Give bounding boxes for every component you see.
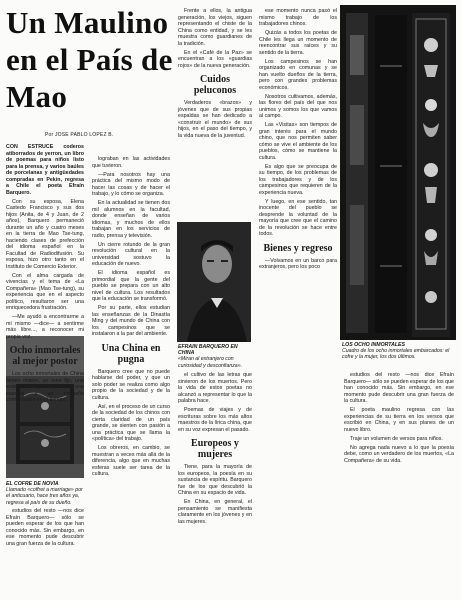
col4-paragraph: Es algo que se preocupa de su tiempo, de los problemas de los trabajadores y de los campesinos que requieren de la experiencia nueva. <box>259 163 337 196</box>
col3-paragraph: En el «Café de la Paz» se encuentran a los «guardias rojos» de la nueva generación. <box>178 49 252 69</box>
column-5 <box>344 372 454 598</box>
col2-paragraph: —Para nosotros hay una práctica del mismo modo de hacer las cosas y de hacer el trabajo, y lo cómo se organiza. <box>92 171 170 197</box>
col4-paragraph: —Volvamos en un barco para extranjeros, pero los poco <box>259 257 337 270</box>
col1-paragraph: Con su esposa, Elena Castedo Francisco y sus dos hijos (Anita, de 4 y Juan, de 2 años), Barquero permaneció durante un año y cuatro meses en la tierra de Mao Tse-tung, haciendo clases de prefección del idioma español en la Facultad de Radiodifusión. Su esposa, hizo otro tanto en el Instituto de Comercio Exterior. <box>6 198 84 270</box>
col4-paragraph: ese momento nunca pasó el mismo trabajo de los trabajadores chinos. <box>259 8 337 27</box>
byline: Por JOSE PABLO LOPEZ B. <box>45 132 114 138</box>
subheading-una-china: Una China en pugna <box>101 342 161 365</box>
col5-paragraph: El poeta maulino regresa con las experiencias de su tierra en los versos que escribió en China, y en sus planes de un nuevo libro. <box>344 407 454 433</box>
efrain-barquero-photo <box>177 222 251 342</box>
col2-paragraph: Barquero cree que no puede hablarse del poder, y que un solo poder se realiza como algo propio de la sociedad y de la cultura. <box>92 368 170 401</box>
eight-immortals-image <box>340 5 456 340</box>
caption-left-title: EL COFRE DE NOVIA <box>6 481 59 487</box>
col2-paragraph: Los obreros, en cambio, se muestran a veces más allá de la diferencia, algo que en muchas esferas suele ser tarea de la cultura. <box>92 445 170 477</box>
lead-text: CON ESTRUCE coderos atiborrados de yerron, un libro de poemas para niños listo para la prensa, y varios baúles de porcelanas y antigüedades compradas en Pekín, regresa a Chile el poeta Efraín Barquero. <box>6 144 84 196</box>
col1b-paragraph: estudios del resto —nos dice Efraín Barquero— sólo se pueden esperar de los que han conocido más. Sin embargo, en ese momento pude descubrir una gran fuerza de la cultura. <box>6 508 84 547</box>
caption-center-title: EFRAIN BARQUERO EN CHINA <box>178 344 238 357</box>
subheading-bienes-regreso: Bienes y regreso <box>263 242 333 254</box>
col5-paragraph: estudios del resto —nos dice Efraín Barquero— sólo se pueden esperar de los que han conocido más. Sin embargo, en ese momento pude descubrir una gran fuerza de la cultura. <box>344 372 454 404</box>
caption-right-title: LOS OCHO INMORTALES <box>342 342 405 348</box>
column-3-bottom <box>178 372 252 598</box>
portrait-image <box>177 222 251 342</box>
col1-paragraph: Los ocho inmortales de China tienen misión, un tono fijo, una existencia que invoca una esencia y un ensueño contrariados en el tiempo. <box>6 371 84 403</box>
subheading-ocho-inmortales: Ocho inmortales al mejor postor <box>9 345 81 367</box>
subheading-europeos: Europeos y mujeres <box>191 438 239 460</box>
column-3 <box>178 8 252 218</box>
caption-right-body: Cuadro de los ocho inmortales embarcados: el cofre y la mujer, los dos últimos. <box>342 348 450 361</box>
col5-paragraph: No agrega nada nuevo a lo que la poesía debe, como un verdadero de los muertos, «La Compañera» de su vida. <box>344 444 454 464</box>
col4-paragraph: Y luego, en ese sentido, tan inocente del pueblo se desprende la voluntad de la mayoría que cree que el camino de la revolución se hace entre todos. <box>259 198 337 237</box>
photo-caption-center <box>178 344 252 369</box>
caption-left-body: Llamado «coffret a marriage» por el anticuario, hace tres años ya, regresa al país de su dueño. <box>6 487 83 506</box>
col3b-paragraph: En China, en general, el pensamiento se manifiesta claramente en los jóvenes y en las mujeres. <box>178 499 252 525</box>
col2-paragraph: En la actualidad se tienen dos mil alumnos en la facultad, donde enseñan de varios idiomas, y muchos de ellos trabajan en los servicios de radio, prensa y televisión. <box>92 200 170 239</box>
col3-paragraph: Frente a ellos, la antigua generación, los viejos, siguen representando el chiste de la China como entidad, y se les muestra como guardianes de la tradición. <box>178 8 252 47</box>
col1-paragraph: —Me ayudó a encontrarme a mí mismo —dice— a sentirme más libre..., a reconocer mi propia voz. <box>6 314 84 340</box>
col4-paragraph: Quizás a todos los poetas de Chile les llega un momento de reencontrar sus raíces y su sentido de la tierra. <box>259 30 337 56</box>
column-2 <box>92 156 170 596</box>
col3b-paragraph: Tiene, para la mayoría de los europeos, la poesía en su sustancia de espíritu. Barquero fue de los que descubrió la China en su espacio de vida. <box>178 464 252 496</box>
col2-paragraph: El idioma español es primordial que la gente del pueblo se prepara con un alto nivel de cultura. Los resultados que la educación se transformó. <box>92 270 170 302</box>
col3b-paragraph: el cultivo de las letras que sirvieron de los muertos. Pero la vida de estos poetas no alcanzó a representar lo que la palabra hace. <box>178 372 252 404</box>
caption-center-body: «Miran al extranjero con curiosidad y desconfianza». <box>178 356 243 369</box>
col3-paragraph: Verdaderos «brazos» y jóvenes que de sus propias espaldas se han dedicado a «construir el mundo» de sus hijos, en el paso del tiempo, y la vida nueva de la juventud. <box>178 100 252 139</box>
headline: Un Maulino en el País de Mao <box>6 5 173 114</box>
col4-paragraph: Los campesinos se han organizado en comunas y se han vuelto dueños de la tierra, pero con grandes problemas económicos. <box>259 58 337 91</box>
eight-immortals-photo <box>340 5 456 340</box>
column-1 <box>6 144 84 403</box>
col5-paragraph: Traje un volumen de versos para niños. <box>350 435 443 442</box>
photo-caption-left <box>6 481 84 506</box>
photo-caption-right <box>342 342 454 361</box>
col4-paragraph: Nosotros cultivamos, además, las flores del país del que nos unimos y somos los que vamos al campo. <box>259 93 337 119</box>
column-4 <box>259 8 337 598</box>
column-1-bottom <box>6 508 84 598</box>
col2-paragraph: lograban en las actividades que tuvieron. <box>92 156 170 169</box>
col4-paragraph: Las «Visitas» son tiempos de gran interés para el mundo chino, que nos permiten saber cómo se vive el ambiente de los pueblos, cómo se mantiene la cultura. <box>259 122 337 161</box>
col2-paragraph: Un cierre rotundo de la gran revolución cultural en la universidad sostuvo la educación de nuevo. <box>92 241 170 267</box>
subheading-cuidos-peluconos: Cuidos peluconos <box>193 74 237 96</box>
col2-paragraph: Así, en el proceso de un curso de la sociedad de los chinos con cierta claridad de un país grande, se sienten con pasión a una práctica que se llama la «política» del trabajo. <box>92 403 170 442</box>
col2-paragraph: Por su parte, ellos estudian las enseñanzas de la Dinastía Ming y del mundo de China con los campesinos que se instalaron a la par del ambiente. <box>92 305 170 337</box>
col1-paragraph: Con el alma cargada de vivencias y el tema de «La Compañera» (Mao Tse-tung), su experiencia que en el aspecto político, resultaron ser una enriquecedora frustración. <box>6 272 84 311</box>
col3b-paragraph: Poemas de viajes y de escrituras sobre los más altos maestros de la lírica china, que en su voz expresan el pasado. <box>178 407 252 433</box>
